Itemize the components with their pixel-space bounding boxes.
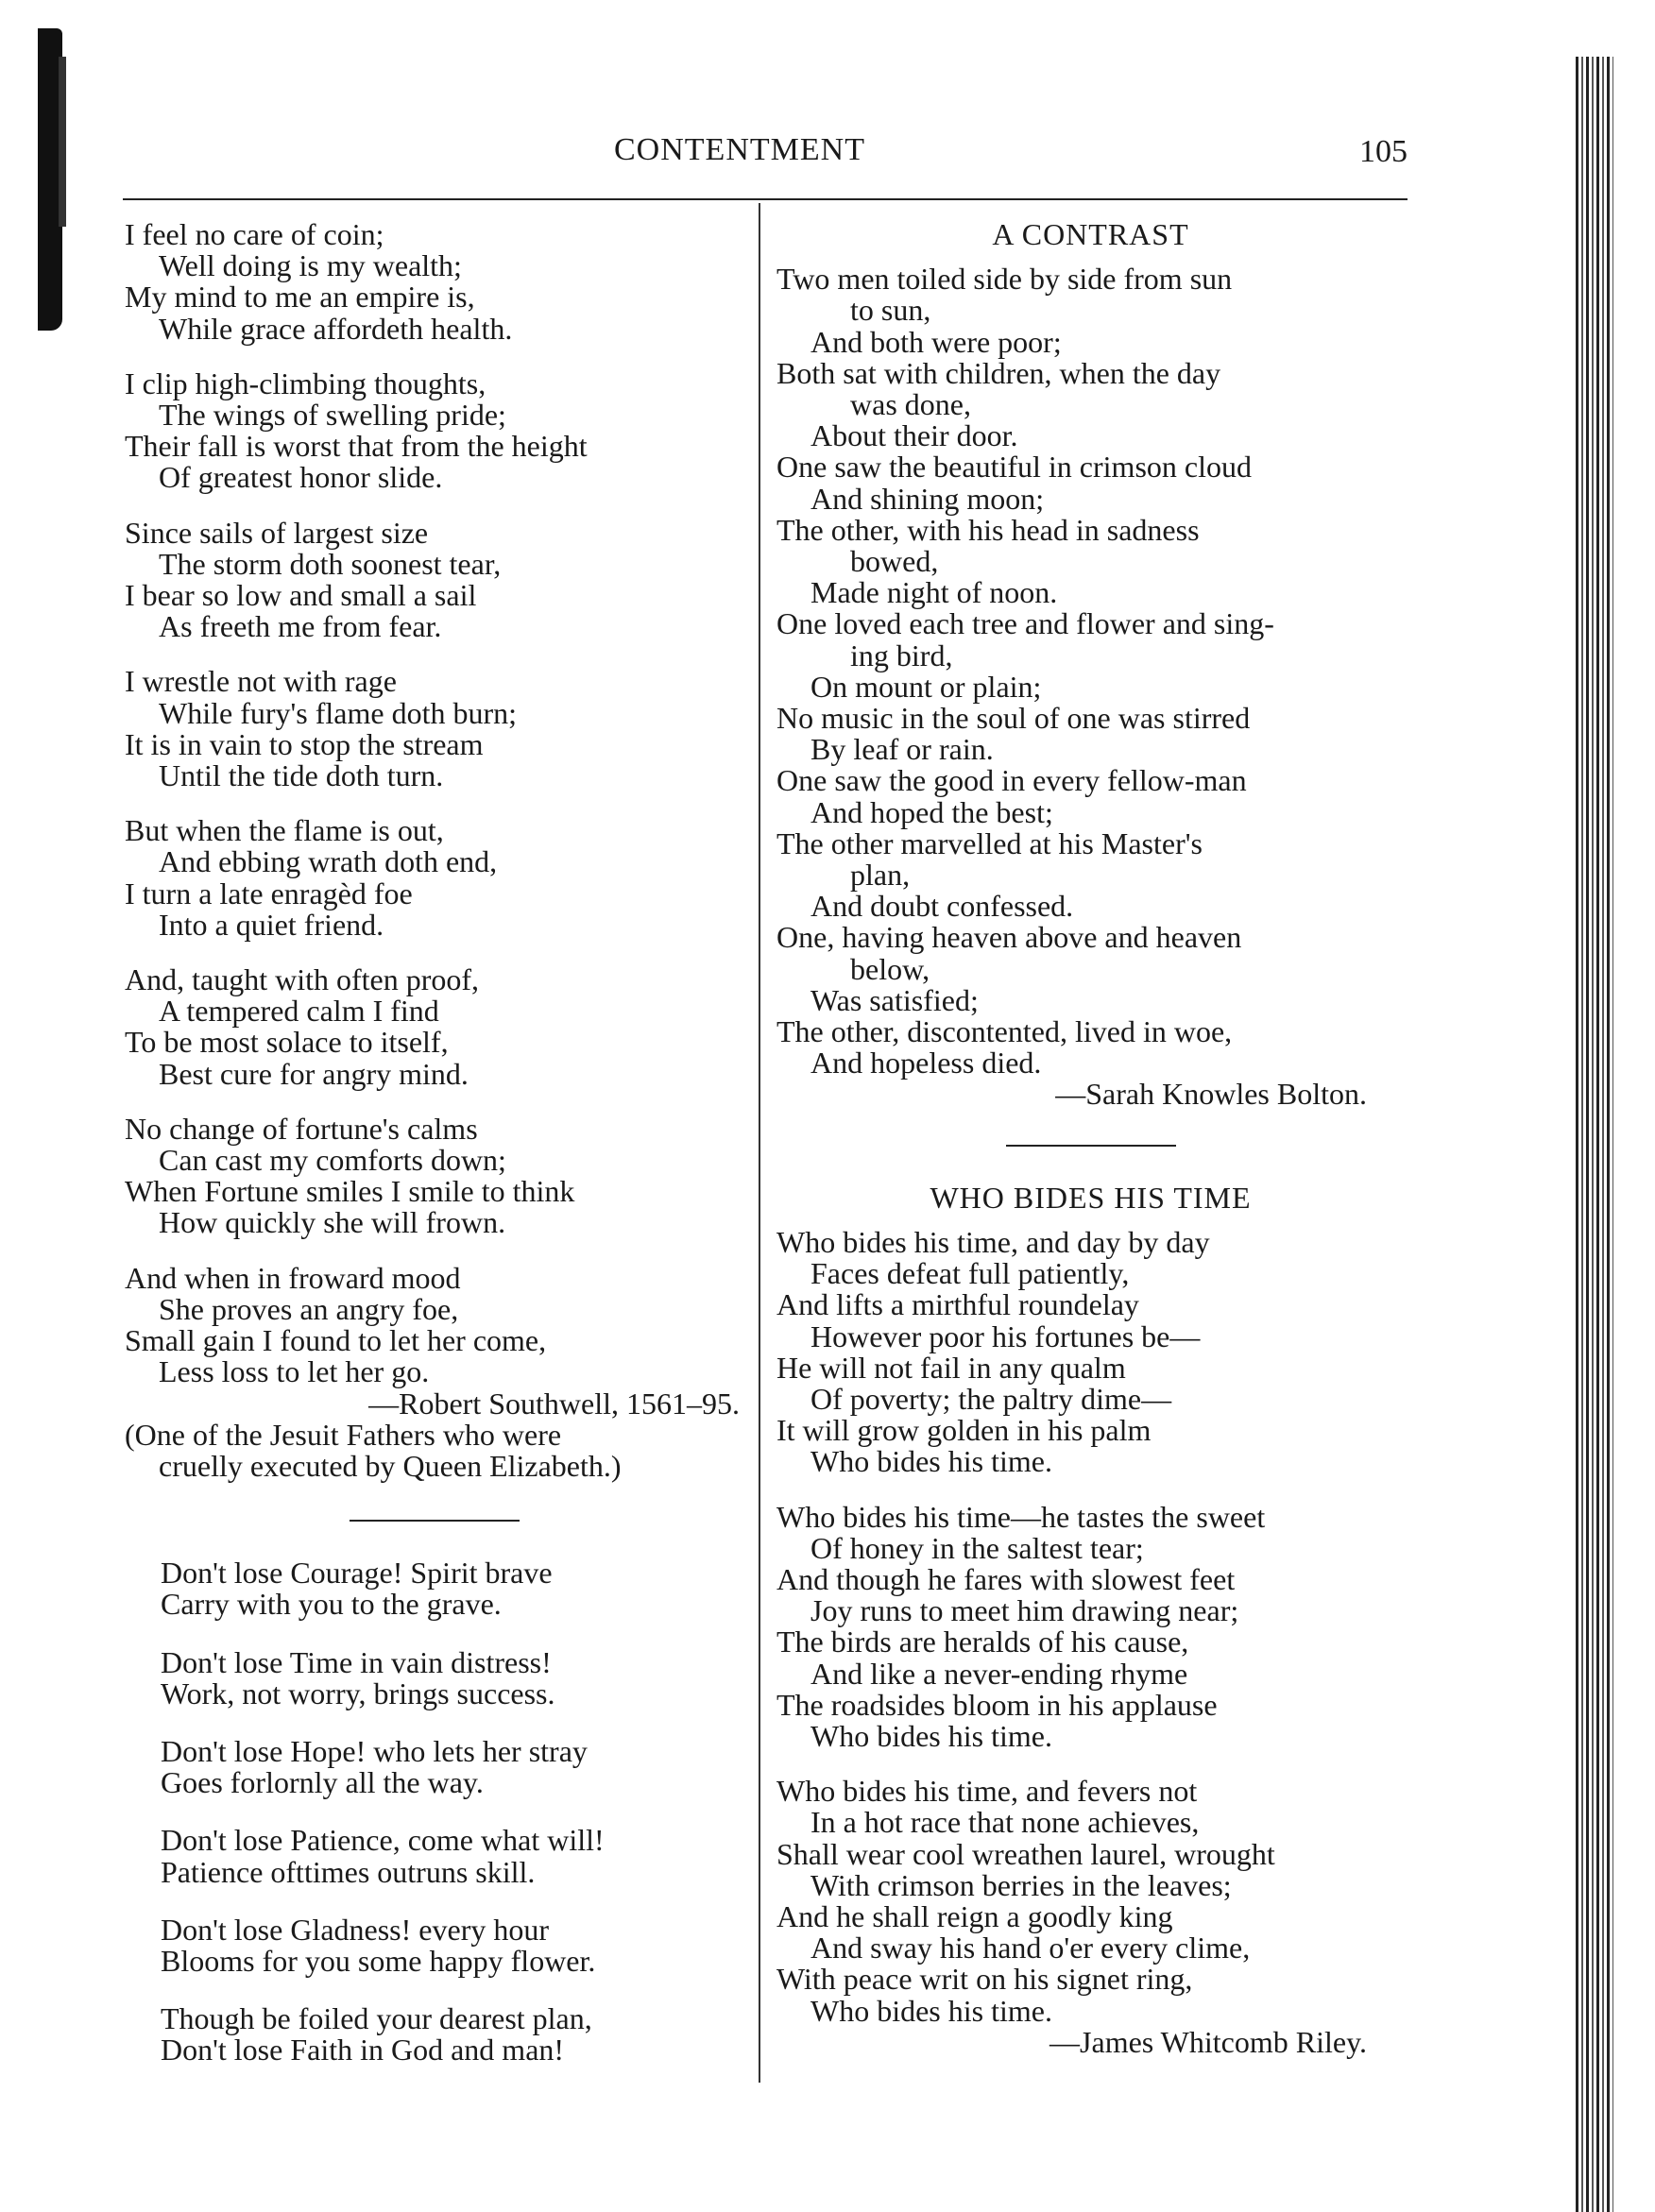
verse-line: Carry with you to the grave. xyxy=(161,1587,502,1622)
verse-line: With peace writ on his signet ring, xyxy=(776,1962,1193,1997)
verse-line: Of honey in the saltest tear; xyxy=(810,1530,1144,1565)
poem-note: (One of the Jesuit Fathers who were xyxy=(125,1417,562,1452)
stanza xyxy=(125,1111,743,1240)
verse-line: The wings of swelling pride; xyxy=(159,398,506,433)
header-rule xyxy=(123,198,1408,200)
poem-attribution: —Robert Southwell, 1561–95. xyxy=(368,1386,740,1421)
verse-line: And like a never-ending rhyme xyxy=(810,1656,1188,1691)
verse-line: And ebbing wrath doth end, xyxy=(159,844,498,879)
verse-line: I bear so low and small a sail xyxy=(125,578,477,613)
poem-note: cruelly executed by Queen Elizabeth.) xyxy=(159,1448,622,1483)
verse-line: Small gain I found to let her come, xyxy=(125,1323,547,1358)
stanza xyxy=(776,1224,1405,1479)
verse-line: As freeth me from fear. xyxy=(159,609,442,644)
verse-line: I clip high-climbing thoughts, xyxy=(125,366,486,400)
verse-line: In a hot race that none achieves, xyxy=(810,1805,1200,1840)
verse-line: To be most solace to itself, xyxy=(125,1025,449,1060)
verse-line: Until the tide doth turn. xyxy=(159,758,444,793)
verse-line: The other, with his head in sadness xyxy=(776,512,1200,547)
verse-line: Don't lose Patience, come what will! xyxy=(161,1823,605,1858)
verse-line: One loved each tree and flower and sing- xyxy=(776,606,1274,641)
verse-line: Don't lose Hope! who lets her stray xyxy=(161,1733,588,1768)
verse-line: below, xyxy=(850,951,930,986)
verse-line: Who bides his time—he tastes the sweet xyxy=(776,1499,1266,1534)
verse-line: Who bides his time. xyxy=(810,1718,1052,1753)
verse-line: When Fortune smiles I smile to think xyxy=(125,1174,575,1209)
stanza xyxy=(125,219,743,345)
stanza xyxy=(125,515,743,644)
stanza xyxy=(125,815,743,941)
verse-line: Patience ofttimes outruns skill. xyxy=(161,1854,536,1889)
verse-line: Who bides his time, and fevers not xyxy=(776,1774,1198,1809)
verse-line: Who bides his time. xyxy=(810,1444,1052,1479)
right-column xyxy=(776,219,1405,2058)
verse-line: One saw the beautiful in crimson cloud xyxy=(776,450,1252,485)
verse-line: bowed, xyxy=(850,544,939,579)
verse-line: Faces defeat full patiently, xyxy=(810,1256,1130,1291)
verse-line: Don't lose Courage! Spirit brave xyxy=(161,1556,553,1591)
verse-line: And when in froward mood xyxy=(125,1260,461,1295)
stanza xyxy=(125,666,743,791)
stanza xyxy=(776,1776,1405,2027)
verse-line: Both sat with children, when the day xyxy=(776,355,1221,390)
verse-line: I wrestle not with rage xyxy=(125,664,397,699)
verse-line: Who bides his time. xyxy=(810,1993,1052,2028)
verse-line: Well doing is my wealth; xyxy=(159,248,462,283)
verse-line: One saw the good in every fellow-man xyxy=(776,763,1247,798)
verse-line: Of greatest honor slide. xyxy=(159,460,443,495)
verse-line: The birds are heralds of his cause, xyxy=(776,1625,1189,1659)
verse-line: About their door. xyxy=(810,418,1018,453)
verse-line: Less loss to let her go. xyxy=(159,1354,430,1389)
verse-line: Two men toiled side by side from sun xyxy=(776,262,1233,297)
page-number: 105 xyxy=(1359,134,1408,169)
verse-line: Can cast my comforts down; xyxy=(159,1143,506,1178)
verse-line: One, having heaven above and heaven xyxy=(776,920,1242,955)
stanza xyxy=(161,1644,743,1710)
verse-line: Blooms for you some happy flower. xyxy=(161,1943,596,1978)
verse-line: However poor his fortunes be— xyxy=(810,1319,1201,1353)
verse-line: He will not fail in any qualm xyxy=(776,1350,1126,1385)
verse-line: Best cure for angry mind. xyxy=(159,1056,469,1091)
verse-line: Though be foiled your dearest plan, xyxy=(161,2001,592,2036)
verse-line: Work, not worry, brings success. xyxy=(161,1676,555,1710)
stanza xyxy=(161,1557,743,1620)
verse-line: And doubt confessed. xyxy=(810,889,1074,924)
verse-line: And, taught with often proof, xyxy=(125,962,480,997)
poem-title: A CONTRAST xyxy=(992,217,1189,251)
verse-line: plan, xyxy=(850,858,911,893)
stanza xyxy=(161,1825,743,1887)
verse-line: And though he fares with slowest feet xyxy=(776,1561,1236,1596)
stanza xyxy=(125,368,743,494)
verse-line: It will grow golden in his palm xyxy=(776,1413,1152,1448)
verse-line: No change of fortune's calms xyxy=(125,1111,478,1146)
verse-line: And hopeless died. xyxy=(810,1046,1042,1080)
verse-line: While grace affordeth health. xyxy=(159,311,513,346)
verse-line: ing bird, xyxy=(850,638,953,672)
verse-line: Don't lose Time in vain distress! xyxy=(161,1644,552,1679)
verse-line: And sway his hand o'er every clime, xyxy=(810,1931,1251,1965)
column-divider xyxy=(759,203,760,2083)
verse-line: It is in vain to stop the stream xyxy=(125,726,484,761)
verse-line: The other marvelled at his Master's xyxy=(776,825,1203,860)
verse-line: And hoped the best; xyxy=(810,794,1053,829)
verse-line: Made night of noon. xyxy=(810,575,1058,610)
southwell-poem xyxy=(125,219,743,1388)
stanza xyxy=(125,1260,743,1389)
stanza xyxy=(161,2003,743,2066)
stanza xyxy=(161,1914,743,1977)
verse-line: The storm doth soonest tear, xyxy=(159,546,502,581)
verse-line: And he shall reign a goodly king xyxy=(776,1898,1173,1933)
verse-line: Into a quiet friend. xyxy=(159,907,384,942)
verse-line: No music in the soul of one was stirred xyxy=(776,701,1251,736)
contrast-poem xyxy=(776,264,1405,1079)
binding-edge xyxy=(1576,57,1613,2212)
verse-line: How quickly she will frown. xyxy=(159,1205,506,1240)
verse-line: On mount or plain; xyxy=(810,669,1042,704)
verse-line: I turn a late enragèd foe xyxy=(125,876,413,910)
scan-shadow xyxy=(59,57,66,227)
verse-line: With crimson berries in the leaves; xyxy=(810,1867,1232,1902)
verse-line: I feel no care of coin; xyxy=(125,217,384,251)
verse-line: And both were poor; xyxy=(810,324,1062,359)
verse-line: And lifts a mirthful roundelay xyxy=(776,1287,1139,1322)
poem-attribution: —James Whitcomb Riley. xyxy=(1049,2024,1367,2059)
poem-attribution: —Sarah Knowles Bolton. xyxy=(1055,1077,1367,1112)
verse-line: Of poverty; the paltry dime— xyxy=(810,1381,1172,1416)
verse-line: And shining moon; xyxy=(810,481,1045,516)
dont-lose-poem xyxy=(125,1557,743,2066)
left-column xyxy=(125,219,743,2093)
verse-line: Was satisfied; xyxy=(810,982,979,1017)
verse-line: By leaf or rain. xyxy=(810,732,994,767)
verse-line: Who bides his time, and day by day xyxy=(776,1224,1210,1259)
verse-line: Joy runs to meet him drawing near; xyxy=(810,1593,1239,1628)
verse-line: She proves an angry foe, xyxy=(159,1291,459,1326)
verse-line: My mind to me an empire is, xyxy=(125,280,475,315)
verse-line: to sun, xyxy=(850,293,931,328)
verse-line: Goes forlornly all the way. xyxy=(161,1765,484,1800)
verse-line: Their fall is worst that from the height xyxy=(125,429,588,464)
verse-line: was done, xyxy=(850,387,971,422)
verse-line: But when the flame is out, xyxy=(125,813,444,848)
verse-line: The roadsides bloom in his applause xyxy=(776,1687,1218,1722)
verse-line: Don't lose Faith in God and man! xyxy=(161,2033,565,2067)
running-title: CONTENTMENT xyxy=(614,132,865,167)
stanza xyxy=(776,1499,1405,1753)
verse-line: Don't lose Gladness! every hour xyxy=(161,1912,549,1947)
verse-line: Shall wear cool wreathen laurel, wrought xyxy=(776,1836,1275,1871)
verse-line: While fury's flame doth burn; xyxy=(159,695,517,730)
verse-line: The other, discontented, lived in woe, xyxy=(776,1014,1233,1049)
stanza xyxy=(161,1733,743,1800)
verse-line: A tempered calm I find xyxy=(159,994,439,1029)
stanza xyxy=(125,964,743,1090)
poem-title: WHO BIDES HIS TIME xyxy=(930,1180,1252,1215)
verse-line: Since sails of largest size xyxy=(125,515,429,550)
page-header xyxy=(123,132,1408,179)
bides-poem xyxy=(776,1224,1405,2028)
